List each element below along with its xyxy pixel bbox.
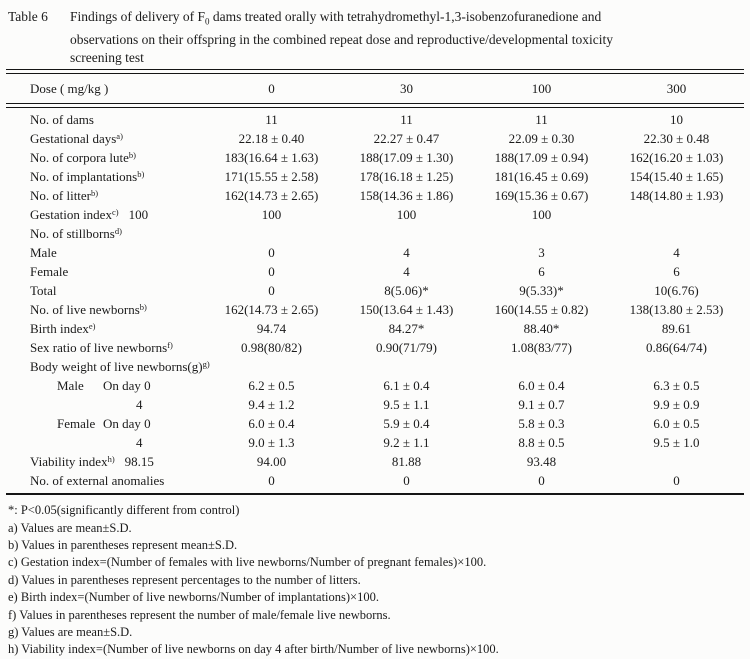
cell-value: 0.86(64/74) bbox=[645, 339, 708, 355]
cell-value: 100 bbox=[531, 206, 552, 222]
row-label-cell bbox=[6, 264, 204, 280]
row-label-cell bbox=[6, 378, 204, 394]
row-sublabel-day: 4 bbox=[136, 396, 143, 412]
row-label-cell bbox=[6, 359, 210, 375]
table-row bbox=[6, 224, 744, 243]
cell-value: 0 bbox=[268, 263, 275, 279]
footnote: a) Values are mean±S.D. bbox=[8, 520, 132, 535]
row-label-cell bbox=[6, 302, 204, 318]
cell-value: 178(16.18 ± 1.25) bbox=[359, 168, 454, 184]
table-row bbox=[6, 452, 744, 471]
table-row bbox=[6, 129, 744, 148]
cell-value: 6.3 ± 0.5 bbox=[653, 377, 700, 393]
table-row bbox=[6, 262, 744, 281]
row-label: Sex ratio of live newborns bbox=[30, 339, 168, 355]
table-body bbox=[6, 108, 744, 493]
row-label-cell bbox=[6, 131, 204, 147]
row-label-cell bbox=[6, 416, 204, 432]
row-sublabel-day: 4 bbox=[136, 434, 143, 450]
caption-line-3: screening test bbox=[70, 49, 144, 65]
cell-value: 5.9 ± 0.4 bbox=[383, 415, 430, 431]
cell-value: 154(15.40 ± 1.65) bbox=[629, 168, 724, 184]
footnote: h) Viability index=(Number of live newborns on day 4 after birth/Number of live newborns)×100. bbox=[8, 642, 499, 657]
cell-value: 0 bbox=[403, 472, 410, 488]
cell-value: 6.0 ± 0.5 bbox=[653, 415, 700, 431]
dose-column-header: 30 bbox=[400, 80, 413, 96]
cell-value: 181(16.45 ± 0.69) bbox=[494, 168, 589, 184]
cell-value: 4 bbox=[673, 244, 680, 260]
cell-value: 22.18 ± 0.40 bbox=[238, 130, 305, 146]
cell-value: 1.08(83/77) bbox=[510, 339, 573, 355]
table-row bbox=[6, 110, 744, 129]
cell-value: 100 bbox=[396, 206, 417, 222]
cell-value: 11 bbox=[265, 111, 278, 127]
footnote: *: P<0.05(significantly different from control) bbox=[8, 503, 240, 518]
row-label-cell bbox=[6, 321, 204, 337]
row-label-cell bbox=[6, 245, 204, 261]
table-row bbox=[6, 376, 744, 395]
row-label-cell bbox=[6, 150, 204, 166]
cell-value: 8(5.06)* bbox=[384, 282, 429, 298]
row-label: Viability index bbox=[30, 453, 108, 469]
row-label-cell bbox=[6, 435, 204, 451]
table-row bbox=[6, 167, 744, 186]
table-header-row bbox=[6, 74, 744, 103]
footnote-marker: h) bbox=[107, 453, 115, 464]
row-label-cell bbox=[6, 397, 204, 413]
cell-value: 0.90(71/79) bbox=[375, 339, 438, 355]
cell-value: 9.2 ± 1.1 bbox=[383, 434, 430, 450]
footnote-marker: e) bbox=[88, 320, 96, 331]
cell-value: 94.00 bbox=[256, 453, 287, 469]
caption-subscript: 0 bbox=[205, 16, 210, 27]
table-caption-block bbox=[0, 8, 750, 66]
cell-value: 158(14.36 ± 1.86) bbox=[359, 187, 454, 203]
cell-value: 4 bbox=[403, 263, 410, 279]
row-label: Female bbox=[30, 263, 69, 279]
cell-value: 89.61 bbox=[661, 320, 692, 336]
table-row bbox=[6, 148, 744, 167]
cell-value: 148(14.80 ± 1.93) bbox=[629, 187, 724, 203]
row-label: No. of external anomalies bbox=[30, 472, 165, 488]
footnote: f) Values in parentheses represent the number of male/female live newborns. bbox=[8, 607, 391, 622]
cell-value: 22.09 ± 0.30 bbox=[508, 130, 575, 146]
caption-text: Findings of delivery of F bbox=[70, 9, 205, 24]
caption-line-1 bbox=[70, 8, 718, 31]
footnote: e) Birth index=(Number of live newborns/Number of implantations)×100. bbox=[8, 590, 379, 605]
cell-value: 4 bbox=[403, 244, 410, 260]
table-number: Table 6 bbox=[8, 9, 48, 24]
row-label: Gestation index bbox=[30, 206, 112, 222]
footnote-marker: g) bbox=[202, 358, 210, 369]
dose-column-header: 0 bbox=[268, 80, 275, 96]
table-row bbox=[6, 338, 744, 357]
dose-column-header: 300 bbox=[666, 80, 687, 96]
footnotes-block bbox=[8, 502, 742, 659]
footnote-marker: b) bbox=[91, 187, 99, 198]
dose-header-label: Dose ( mg/kg ) bbox=[30, 80, 109, 96]
cell-value: 10(6.76) bbox=[654, 282, 699, 298]
cell-value: 100 bbox=[261, 206, 282, 222]
cell-value: 9.5 ± 1.0 bbox=[653, 434, 700, 450]
row-sublabel-sex: Male bbox=[57, 377, 84, 393]
cell-value: 9.0 ± 1.3 bbox=[248, 434, 295, 450]
cell-value: 0 bbox=[538, 472, 545, 488]
cell-value: 162(14.73 ± 2.65) bbox=[224, 301, 319, 317]
cell-value: 3 bbox=[538, 244, 545, 260]
row-label-cell bbox=[6, 283, 204, 299]
row-label: Body weight of live newborns(g) bbox=[30, 358, 203, 374]
table-row bbox=[6, 205, 744, 224]
row-label: Gestational days bbox=[30, 130, 117, 146]
table-row bbox=[6, 471, 744, 490]
cell-value: 6.1 ± 0.4 bbox=[383, 377, 430, 393]
cell-value: 9.4 ± 1.2 bbox=[248, 396, 295, 412]
footnote: g) Values are mean±S.D. bbox=[8, 625, 133, 640]
cell-value: 0 bbox=[268, 282, 275, 298]
row-sublabel-day: On day 0 bbox=[103, 415, 151, 431]
cell-value: 150(13.64 ± 1.43) bbox=[359, 301, 454, 317]
footnote-marker: b) bbox=[139, 301, 147, 312]
table-row bbox=[6, 357, 744, 376]
cell-value: 162(14.73 ± 2.65) bbox=[224, 187, 319, 203]
footnote-marker: d) bbox=[114, 225, 122, 236]
cell-value: 11 bbox=[400, 111, 413, 127]
cell-value: 162(16.20 ± 1.03) bbox=[629, 149, 724, 165]
cell-value: 188(17.09 ± 0.94) bbox=[494, 149, 589, 165]
cell-value: 6.2 ± 0.5 bbox=[248, 377, 295, 393]
row-label: No. of implantations bbox=[30, 168, 138, 184]
table-row bbox=[6, 319, 744, 338]
cell-value: 0 bbox=[673, 472, 680, 488]
row-label-cell bbox=[6, 226, 204, 242]
row-sublabel-sex: Female bbox=[57, 415, 96, 431]
table-bottom-rule bbox=[6, 493, 744, 495]
row-inline-value: 100 bbox=[128, 206, 149, 222]
cell-value: 88.40* bbox=[523, 320, 560, 336]
cell-value: 171(15.55 ± 2.58) bbox=[224, 168, 319, 184]
table-row bbox=[6, 395, 744, 414]
row-label-cell bbox=[6, 473, 204, 489]
table-row bbox=[6, 300, 744, 319]
cell-value: 188(17.09 ± 1.30) bbox=[359, 149, 454, 165]
cell-value: 6 bbox=[538, 263, 545, 279]
cell-value: 22.30 ± 0.48 bbox=[643, 130, 710, 146]
cell-value: 9.5 ± 1.1 bbox=[383, 396, 430, 412]
cell-value: 9(5.33)* bbox=[519, 282, 564, 298]
table-row bbox=[6, 281, 744, 300]
footnote-marker: f) bbox=[167, 339, 173, 350]
cell-value: 22.27 ± 0.47 bbox=[373, 130, 440, 146]
cell-value: 183(16.64 ± 1.63) bbox=[224, 149, 319, 165]
footnote: d) Values in parentheses represent percentages to the number of litters. bbox=[8, 572, 361, 587]
cell-value: 94.74 bbox=[256, 320, 287, 336]
row-label-cell bbox=[6, 340, 204, 356]
table-row bbox=[6, 243, 744, 262]
row-label-cell bbox=[6, 169, 204, 185]
footnote: b) Values in parentheses represent mean±S.D. bbox=[8, 538, 238, 552]
row-label-cell bbox=[6, 188, 204, 204]
cell-value: 160(14.55 ± 0.82) bbox=[494, 301, 589, 317]
footnote-marker: b) bbox=[137, 168, 145, 179]
footnote: c) Gestation index=(Number of females with live newborns/Number of pregnant females)×100. bbox=[8, 555, 487, 570]
cell-value: 0.98(80/82) bbox=[240, 339, 303, 355]
cell-value: 10 bbox=[670, 111, 683, 127]
row-label: No. of live newborns bbox=[30, 301, 140, 317]
cell-value: 138(13.80 ± 2.53) bbox=[629, 301, 724, 317]
cell-value: 6 bbox=[673, 263, 680, 279]
table-caption bbox=[70, 8, 718, 66]
cell-value: 169(15.36 ± 0.67) bbox=[494, 187, 589, 203]
cell-value: 8.8 ± 0.5 bbox=[518, 434, 565, 450]
row-label: No. of stillborns bbox=[30, 225, 115, 241]
row-label-cell bbox=[6, 454, 204, 470]
cell-value: 0 bbox=[268, 472, 275, 488]
cell-value: 6.0 ± 0.4 bbox=[248, 415, 295, 431]
row-label: No. of litter bbox=[30, 187, 92, 203]
row-label: No. of dams bbox=[30, 111, 94, 127]
row-label: Total bbox=[30, 282, 57, 298]
footnote-marker: b) bbox=[128, 149, 137, 160]
cell-value: 6.0 ± 0.4 bbox=[518, 377, 565, 393]
caption-text: dams treated orally with tetrahydromethyl-1,3-isobenzofuranedione and bbox=[209, 9, 602, 24]
row-label-cell bbox=[6, 112, 204, 128]
cell-value: 81.88 bbox=[391, 453, 422, 469]
row-inline-value: 98.15 bbox=[124, 453, 154, 469]
cell-value: 9.9 ± 0.9 bbox=[653, 396, 700, 412]
dose-column-header: 100 bbox=[531, 80, 552, 96]
cell-value: 93.48 bbox=[526, 453, 557, 469]
cell-value: 11 bbox=[535, 111, 548, 127]
table-row bbox=[6, 414, 744, 433]
table-row bbox=[6, 433, 744, 452]
row-label: No. of corpora lute bbox=[30, 149, 129, 165]
row-sublabel-day: On day 0 bbox=[103, 377, 151, 393]
cell-value: 9.1 ± 0.7 bbox=[518, 396, 565, 412]
footnote-marker: c) bbox=[111, 206, 119, 217]
row-label: Male bbox=[30, 244, 57, 260]
data-table bbox=[6, 69, 744, 495]
table-row bbox=[6, 186, 744, 205]
cell-value: 84.27* bbox=[388, 320, 425, 336]
row-label-cell bbox=[6, 207, 204, 223]
footnote-marker: a) bbox=[116, 130, 123, 141]
cell-value: 5.8 ± 0.3 bbox=[518, 415, 565, 431]
row-label: Birth index bbox=[30, 320, 89, 336]
cell-value: 0 bbox=[268, 244, 275, 260]
caption-line-2: observations on their offspring in the combined repeat dose and reproductive/developmental toxicity bbox=[70, 32, 613, 48]
